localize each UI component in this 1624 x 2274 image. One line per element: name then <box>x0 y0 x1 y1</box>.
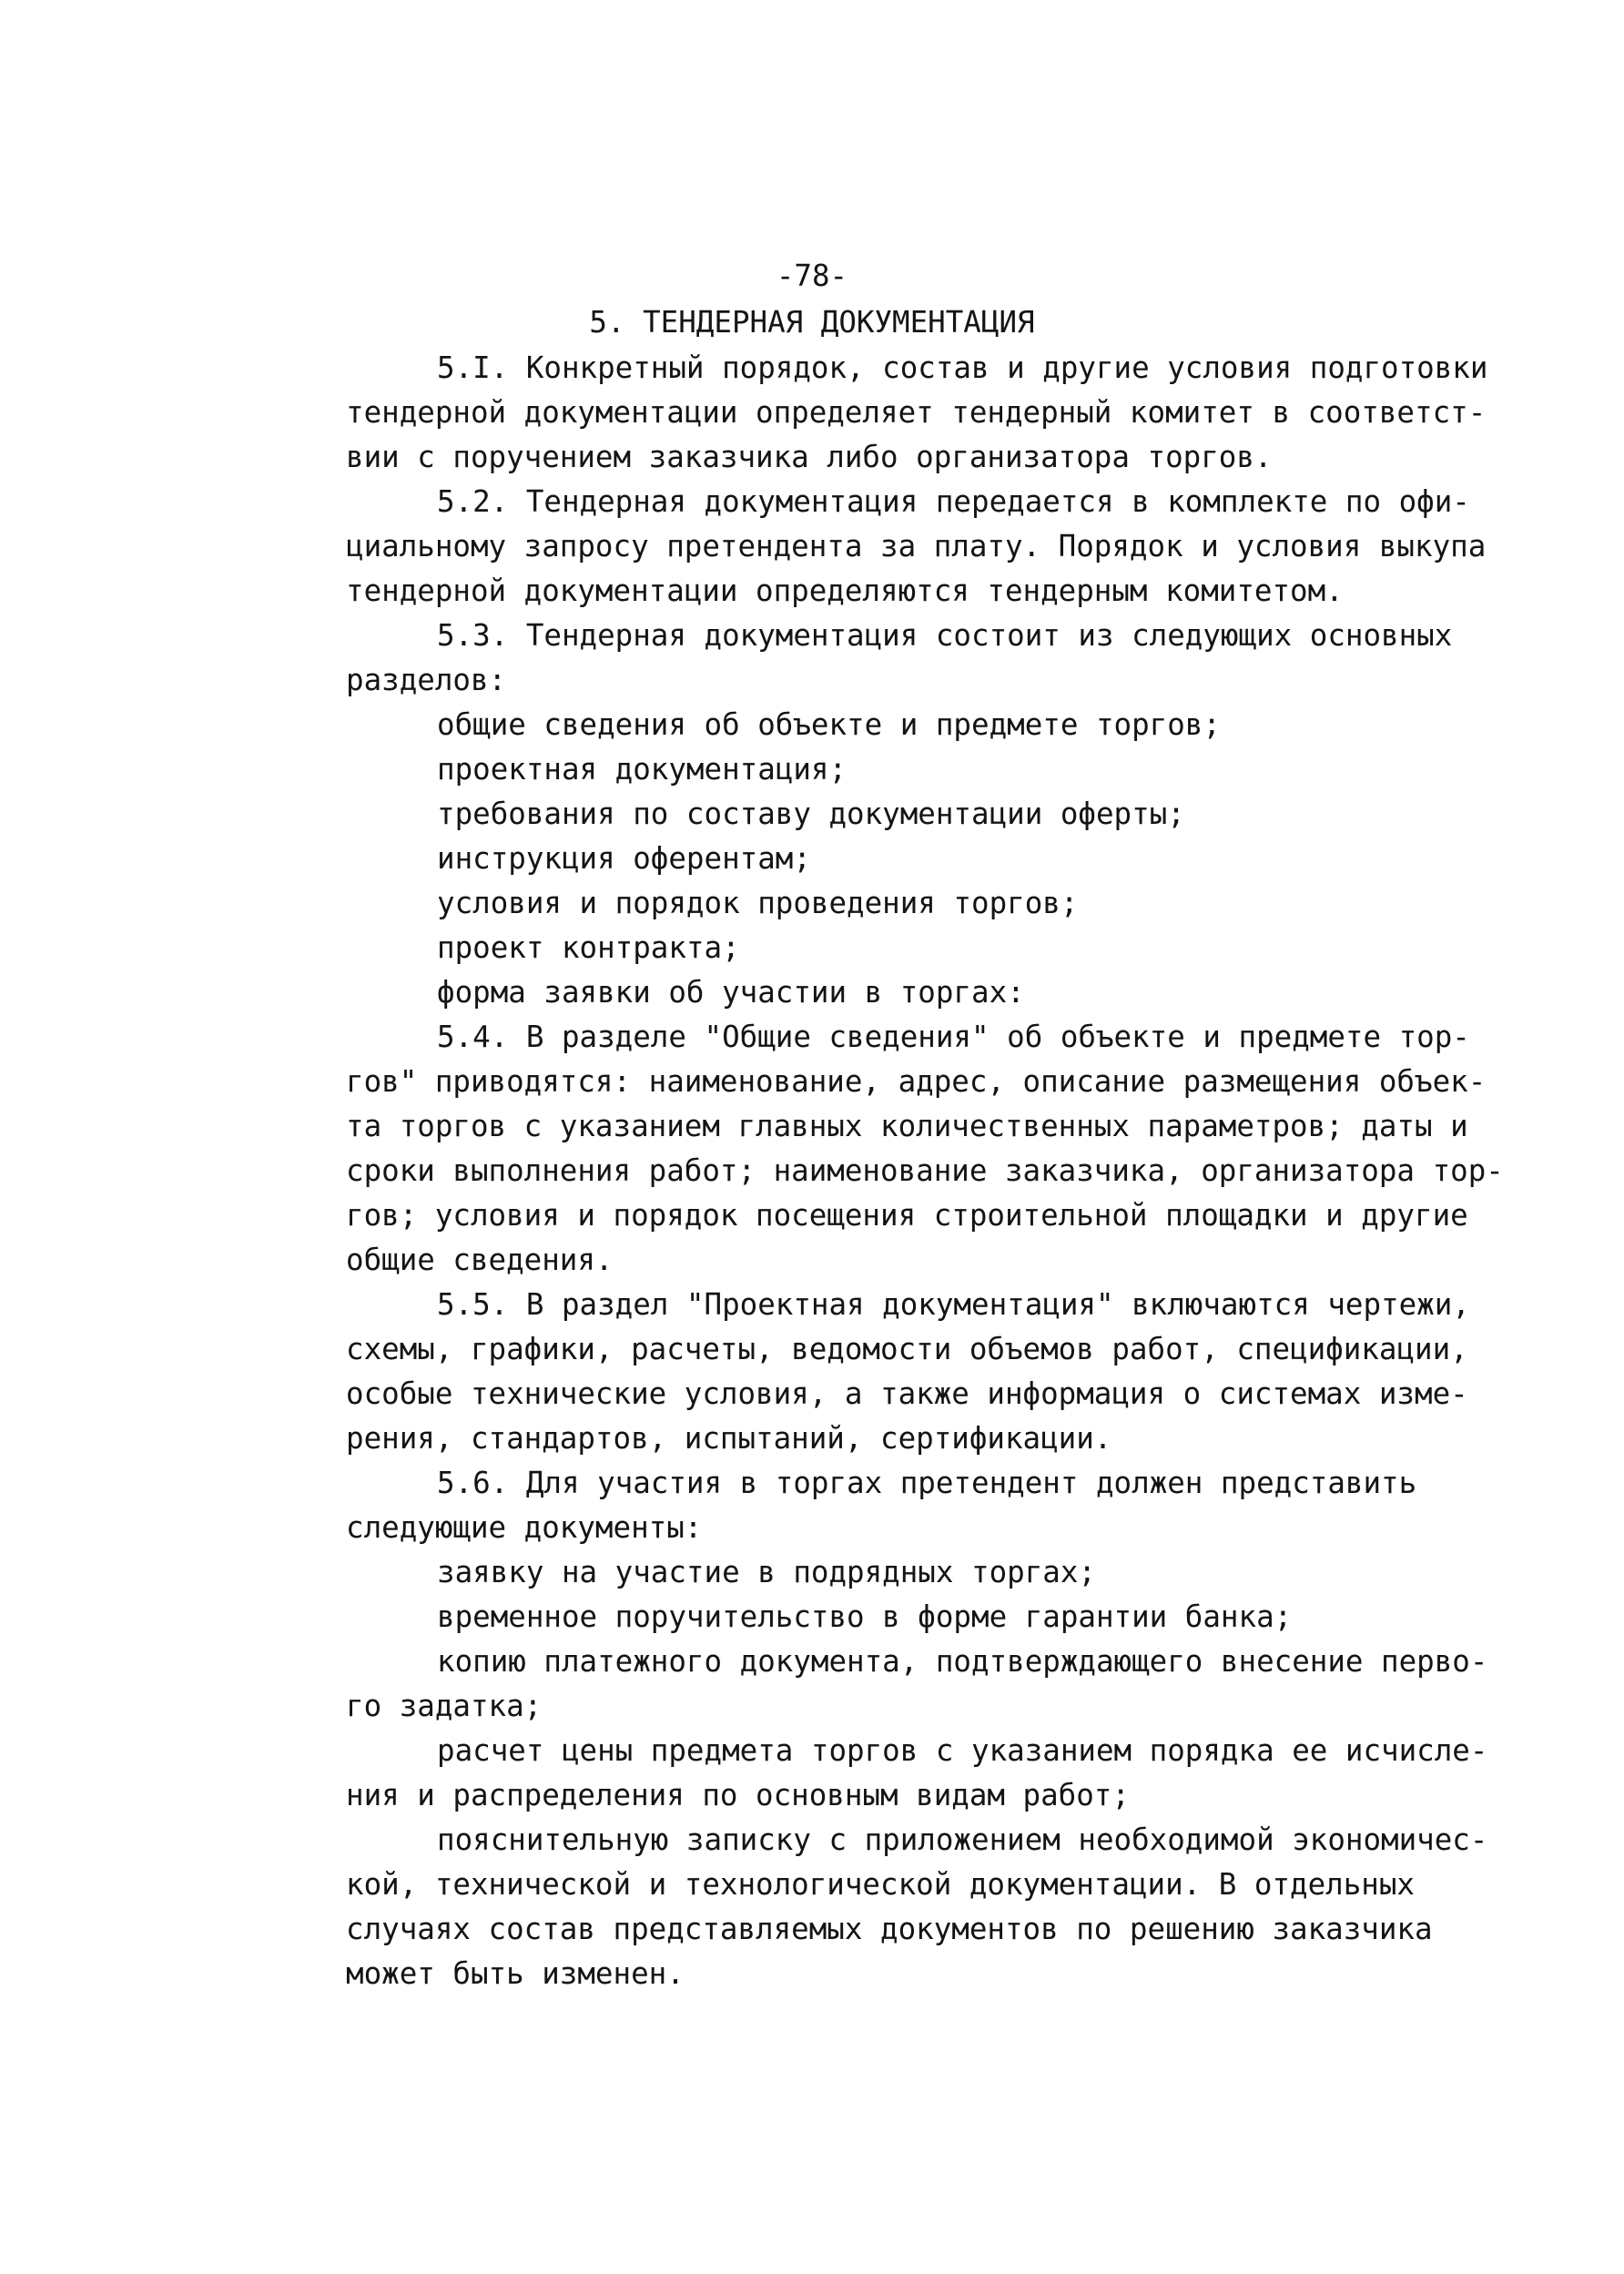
section-title: 5. ТЕНДЕРНАЯ ДОКУМЕНТАЦИЯ <box>589 305 1035 340</box>
paragraph-5-1-line-1: 5.I. Конкретный порядок, состав и другие условия подготовки <box>437 350 1488 385</box>
paragraph-5-2-line-3: тендерной документации определяются тендерным комитетом. <box>346 574 1344 608</box>
paragraph-5-5-line-4: рения, стандартов, испытаний, сертификации. <box>346 1421 1112 1456</box>
paragraph-5-2-line-2: циальному запросу претендента за плату. Порядок и условия выкупа <box>346 529 1487 563</box>
paragraph-5-2-line-1: 5.2. Тендерная документация передается в комплекте по офи- <box>437 484 1470 519</box>
list-item-continuation: случаях состав представляемых документов по решению заказчика <box>346 1912 1433 1946</box>
list-item: проект контракта; <box>437 930 740 965</box>
list-item: требования по составу документации оферты; <box>437 797 1185 831</box>
paragraph-5-1-line-3: вии с поручением заказчика либо организатора торгов. <box>346 440 1273 474</box>
paragraph-5-5-line-2: схемы, графики, расчеты, ведомости объемов работ, спецификации, <box>346 1332 1468 1366</box>
list-item-continuation: может быть изменен. <box>346 1956 685 1991</box>
paragraph-5-4-line-1: 5.4. В разделе "Общие сведения" об объекте и предмете тор- <box>437 1020 1470 1054</box>
paragraph-5-5-line-3: особые технические условия, а также информация о системах изме- <box>346 1376 1468 1411</box>
paragraph-5-3-line-2: разделов: <box>346 663 507 697</box>
list-item: пояснительную записку с приложением необходимой экономичес- <box>437 1822 1488 1857</box>
paragraph-5-4-line-3: та торгов с указанием главных количественных параметров; даты и <box>346 1109 1468 1143</box>
list-item: форма заявки об участии в торгах: <box>437 975 1025 1010</box>
paragraph-5-5-line-1: 5.5. В раздел "Проектная документация" включаются чертежи, <box>437 1287 1470 1322</box>
list-item: заявку на участие в подрядных торгах; <box>437 1555 1096 1589</box>
list-item: инструкция оферентам; <box>437 841 811 876</box>
list-item-continuation: го задатка; <box>346 1689 543 1723</box>
list-item: временное поручительство в форме гарантии банка; <box>437 1599 1293 1634</box>
paragraph-5-4-line-6: общие сведения. <box>346 1243 614 1277</box>
paragraph-5-6-line-1: 5.6. Для участия в торгах претендент должен представить <box>437 1466 1417 1500</box>
list-item-continuation: кой, технической и технологической документации. В отдельных <box>346 1867 1415 1902</box>
paragraph-5-1-line-2: тендерной документации определяет тендерный комитет в соответст- <box>346 395 1487 430</box>
list-item: проектная документация; <box>437 752 848 787</box>
paragraph-5-3-line-1: 5.3. Тендерная документация состоит из следующих основных <box>437 618 1453 653</box>
list-item: общие сведения об объекте и предмете торгов; <box>437 707 1221 742</box>
paragraph-5-4-line-5: гов; условия и порядок посещения строительной площадки и другие <box>346 1198 1468 1233</box>
paragraph-5-4-line-4: сроки выполнения работ; наименование заказчика, организатора тор- <box>346 1153 1504 1188</box>
list-item: условия и порядок проведения торгов; <box>437 886 1079 920</box>
list-item: копию платежного документа, подтверждающего внесение перво- <box>437 1644 1488 1679</box>
paragraph-5-6-line-2: следующие документы: <box>346 1510 703 1545</box>
list-item-continuation: ния и распределения по основным видам работ; <box>346 1778 1130 1812</box>
list-item: расчет цены предмета торгов с указанием порядка ее исчисле- <box>437 1733 1488 1768</box>
page-number: -78- <box>776 259 848 293</box>
paragraph-5-4-line-2: гов" приводятся: наименование, адрес, описание размещения объек- <box>346 1064 1487 1099</box>
